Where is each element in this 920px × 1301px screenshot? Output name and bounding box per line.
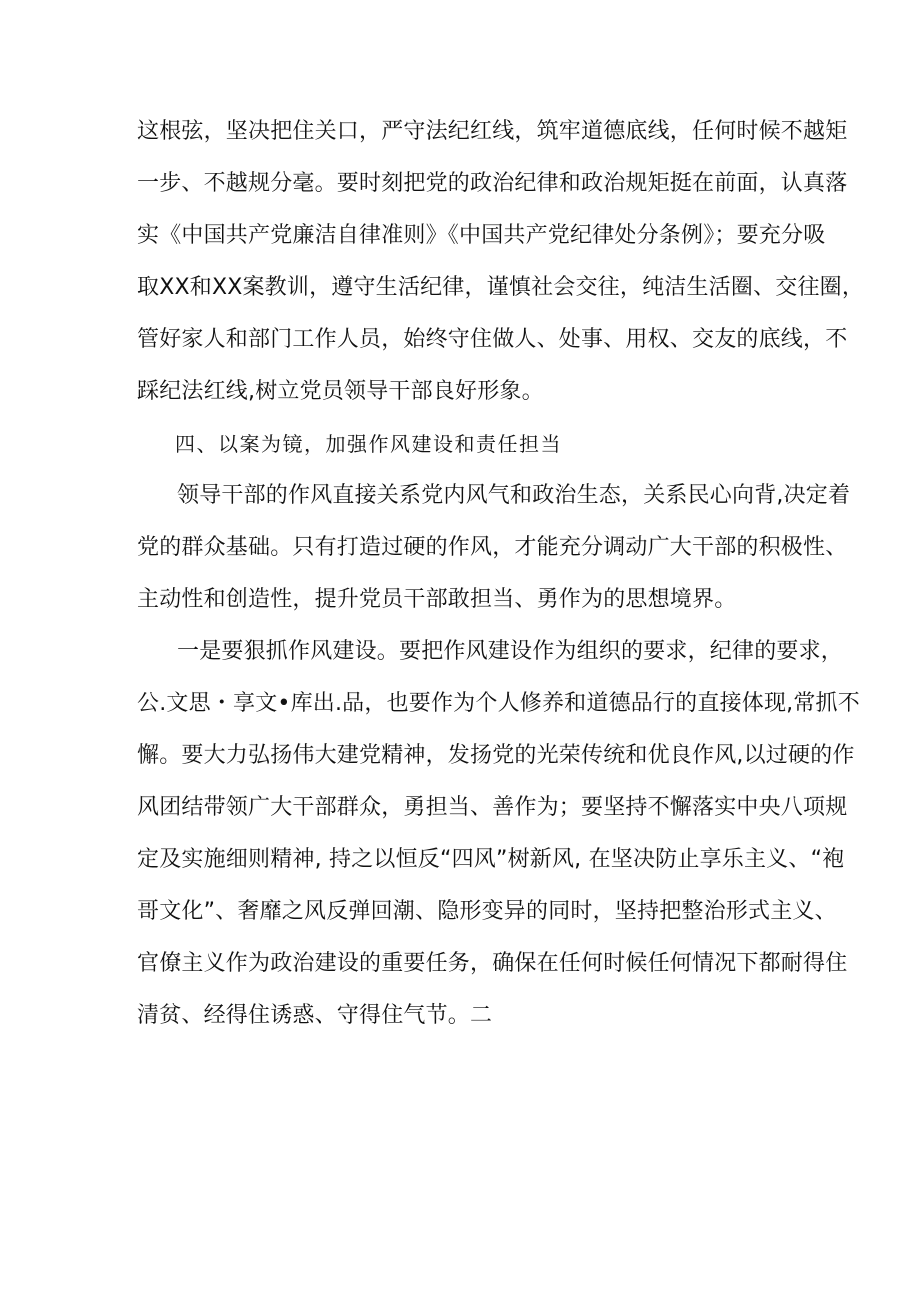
- section-heading: 四、以案为镜，加强作风建设和责任担当: [175, 432, 562, 456]
- text-line: 一是要狠抓作风建设。要把作风建设作为组织的要求，纪律的要求，: [177, 639, 844, 664]
- text-line: 领导干部的作风直接关系党内风气和政治生态，关系民心向背,决定着: [177, 483, 851, 508]
- text-line: 主动性和创造性，提升党员干部敢担当、勇作为的思想境界。: [137, 587, 737, 612]
- text-line: 取XX和XX案教训，遵守生活纪律，谨慎社会交往，纯洁生活圈、交往圈，: [137, 275, 865, 300]
- text-line: 哥文化”、奢靡之风反弹回潮、隐形变异的同时，坚持把整治形式主义、: [137, 899, 837, 924]
- paragraph-continuation: [137, 106, 865, 418]
- text-line: 一步、不越规分毫。要时刻把党的政治纪律和政治规矩挺在前面，认真落: [137, 171, 848, 196]
- paragraph-style-building: [137, 626, 860, 1042]
- text-line: 风团结带领广大干部群众，勇担当、善作为；要坚持不懈落实中央八项规: [137, 795, 848, 820]
- text-line: 官僚主义作为政治建设的重要任务，确保在任何时候任何情况下都耐得住: [137, 951, 848, 976]
- text-line: 懈。要大力弘扬伟大建党精神，发扬党的光荣传统和优良作风,以过硬的作: [137, 743, 855, 768]
- text-line: 踩纪法红线,树立党员领导干部良好形象。: [137, 379, 544, 404]
- text-line: 公.文思・享文•库出.品，也要作为个人修养和道德品行的直接体现,常抓不: [137, 691, 860, 716]
- text-line: 这根弦，坚决把住关口，严守法纪红线，筑牢道德底线，任何时候不越矩: [137, 119, 848, 144]
- document-body: [137, 106, 865, 1042]
- paragraph-style-intro: [137, 470, 851, 626]
- text-line: 管好家人和部门工作人员，始终守住做人、处事、用权、交友的底线，不: [137, 327, 848, 352]
- text-line: 实《中国共产党廉洁自律准则》《中国共产党纪律处分条例》；要充分吸: [137, 223, 826, 248]
- text-line: 清贫、经得住诱惑、守得住气节。二: [137, 1003, 493, 1028]
- text-line: 党的群众基础。只有打造过硬的作风，才能充分调动广大干部的积极性、: [137, 535, 848, 560]
- text-line: 定及实施细则精神, 持之以恒反“四风”树新风, 在坚决防止享乐主义、“袍: [137, 847, 845, 872]
